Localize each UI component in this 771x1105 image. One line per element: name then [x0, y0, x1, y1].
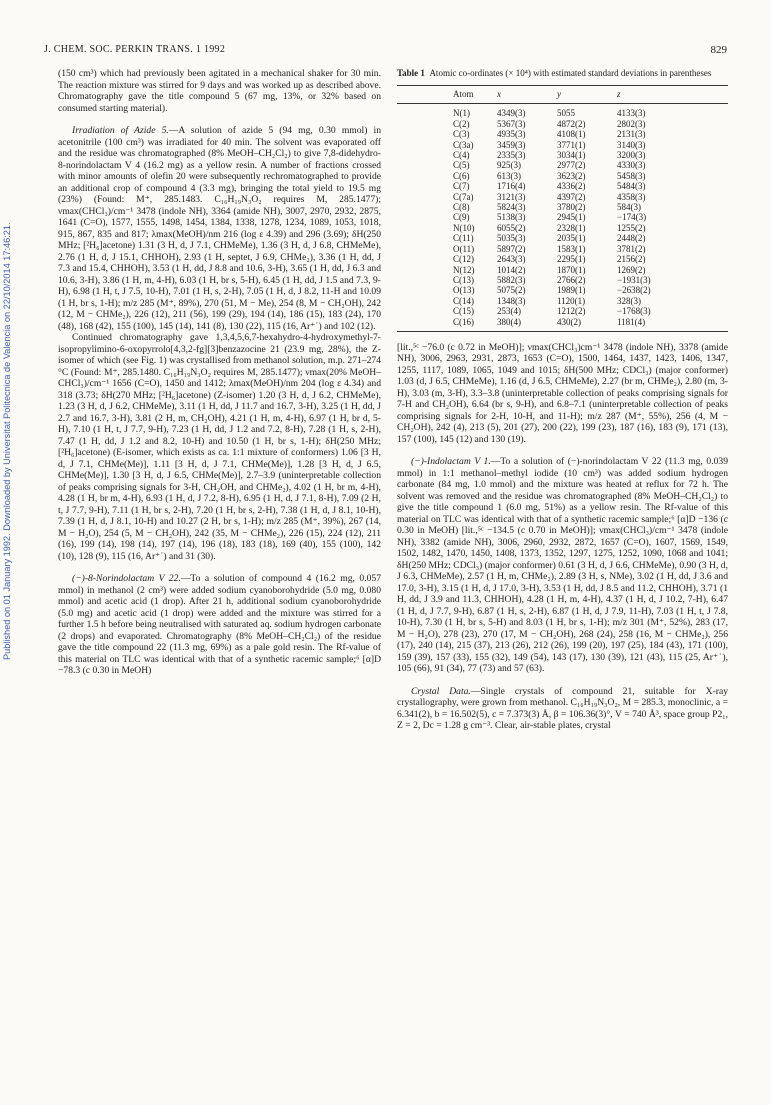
- z-cell: 4133(3): [617, 108, 646, 119]
- z-cell: 3140(3): [617, 139, 646, 150]
- table-row: [397, 160, 728, 170]
- table-row: [397, 104, 728, 119]
- y-cell: 3771(1): [557, 139, 586, 150]
- atom-cell: C(8): [453, 202, 470, 213]
- y-cell: 3034(1): [557, 150, 586, 161]
- table-row: [397, 119, 728, 129]
- x-cell: 613(3): [497, 170, 521, 181]
- paragraph: [58, 68, 381, 114]
- atom-cell: C(15): [453, 306, 474, 317]
- table-row: [397, 296, 728, 306]
- y-cell: 2035(1): [557, 233, 586, 244]
- z-cell: 1269(2): [617, 264, 646, 275]
- table-caption-text: Atomic co-ordinates (× 10⁴) with estimated standard deviations in parentheses: [429, 68, 712, 78]
- y-cell: 2766(2): [557, 274, 586, 285]
- table-row: [397, 265, 728, 275]
- y-cell: 3780(2): [557, 202, 586, 213]
- header-x: x: [497, 86, 557, 104]
- atom-cell: C(3a): [453, 139, 474, 150]
- atom-cell: C(16): [397, 317, 497, 332]
- running-header: [44, 44, 727, 58]
- y-cell: 2977(2): [557, 160, 586, 171]
- z-cell: 2156(2): [617, 254, 646, 265]
- y-cell: 430(2): [557, 317, 617, 332]
- paragraph: [397, 456, 728, 675]
- z-cell: 2802(3): [617, 118, 646, 129]
- left-column: [58, 68, 381, 677]
- z-cell: 2131(3): [617, 129, 646, 140]
- table-row: [397, 129, 728, 139]
- z-cell: −1768(3): [617, 306, 651, 317]
- paragraph-text: —To a solution of (−)-norindolactam V 22 (11.3 mg, 0.039 mmol) in 1:1 methanol–methyl iodide (10 cm³) was added sodium hydrogen carbonate (84 mg, 1.0 mmol) and the mixture was heated at reflux for 72 h. The solvent was removed and the residue was chromatographed (8% MeOH–CH₂Cl₂) to give the title compound 1 (6.0 mg, 51%) as a yellow resin. The Rf-value of this material on TLC was identical with that of a synthetic racemic sample;⁶ [α]D −136 (c 0.30 in MeOH) [lit.,⁵ᶜ −134.5 (c 0.70 in MeOH)]; νmax(CHCl₃)/cm⁻¹ 3478 (indole NH), 3382 (amide NH), 3006, 2960, 2932, 2872, 1657 (C=O), 1607, 1569, 1549, 1502, 1482, 1470, 1450, 1408, 1373, 1352, 1297, 1275, 1252, 1090, 1068 and 1041; δH(250 MHz; CDCl₃) (major conformer) 0.61 (3 H, d, J 6.6, CHMeMe), 0.90 (3 H, d, J 6.3, CHMeMe), 2.57 (1 H, m, CHMe₂), 2.89 (3 H, s, NMe), 3.02 (1 H, dd, J 3.6 and 17.0, 3-H), 3.15 (1 H, d, J 17.0, 3-H), 3.53 (1 H, dd, J 8.5 and 11.2, CHHOH), 3.71 (1 H, dd, J 3.9 and 11.3, CHHOH), 4.28 (1 H, m, 4-H), 4.37 (1 H, d, J 10.2, 7-H), 6.47 (1 H, d, J 7.7, 9-H), 6.87 (1 H, s, 2-H), 6.87 (1 H, d, J 7.9, 11-H), 7.03 (1 H, t, J 7.8, 10-H), 7.30 (1 H, br s, 5-H) and 8.03 (1 H, br s, 1-H); m/z 301 (M⁺, 52%), 283 (17, M − H₂O), 278 (23), 270 (17, M − CH₂OH), 268 (24), 258 (16, M − CHMe₂), 256 (17), 240 (14), 215 (37), 213 (26), 212 (26), 199 (20), 197 (25), 184 (43), 171 (100), 159 (39), 157 (33), 155 (32), 149 (54), 143 (17), 130 (39), 121 (43), 115 (25, Ar⁺˙), 105 (66), 91 (34), 77 (73) and 57 (63).: [397, 456, 728, 675]
- z-cell: 3200(3): [617, 150, 646, 161]
- x-cell: 2335(3): [497, 150, 526, 161]
- header-z: z: [617, 86, 728, 104]
- atom-cell: N(12): [453, 264, 475, 275]
- atom-cell: C(2): [453, 118, 470, 129]
- paragraph-text: [lit.,⁵ᶜ −76.0 (c 0.72 in MeOH)]; νmax(CHCl₃)cm⁻¹ 3478 (indole NH), 3378 (amide NH), 3006, 2963, 2931, 2873, 1653 (C=O), 1500, 1464, 1437, 1423, 1406, 1347, 1255, 1117, 1089, 1065, 1049 and 1015; δH(500 MHz; CDCl₃) (major conformer) 1.03 (d, J 6.5, CHMeMe), 1.16 (d, J 6.5, CHMeMe), 2.27 (br m, CHMe₂), 2.80 (m, 3-H), 3.03 (m, 3-H), 3.3–3.8 (uninterpretable collection of peaks comprising signals for 7-H and CH₂OH), 6.64 (br s, 9-H), and 6.8–7.1 (uninterpretable collection of peaks comprising signals for 2-H, 10-H, and 11-H); m/z 287 (M⁺, 55%), 256 (4, M − CH₂OH), 242 (4), 213 (5), 201 (27), 200 (22), 199 (23), 187 (16), 183 (9), 171 (13), 157 (100), 145 (12) and 130 (19).: [397, 341, 728, 445]
- atom-cell: C(3): [453, 129, 470, 140]
- atomic-coordinates-table: [397, 68, 728, 332]
- table-label: Table 1: [397, 68, 425, 78]
- y-cell: 4108(1): [557, 129, 586, 140]
- z-cell: 584(3): [617, 202, 641, 213]
- y-cell: 5055: [557, 108, 575, 119]
- atom-cell: C(5): [453, 160, 470, 171]
- paragraph-text: —To a solution of compound 4 (16.2 mg, 0.057 mmol) in methanol (2 cm³) were added sodium cyanoborohydride (5.0 mg, 0.080 mmol) and acetic acid (1 drop). After 21 h, additional sodium cyanoborohydride (5.0 mg) and acetic acid (1 drop) were added and the mixture was stirred for a further 1.5 h before being neutralised with saturated aq. sodium hydrogen carbonate (2 drops) and evaporated. Chromatography (8% MeOH–CH₂Cl₂) of the residue gave the title compound 22 (11.3 mg, 69%) as a pale gold resin. The Rf-value of this material on TLC was identical with that of a synthetic racemic sample;⁶ [α]D −78.3 (c 0.30 in MeOH): [58, 573, 381, 676]
- z-cell: 3781(2): [617, 243, 646, 254]
- paragraph: [58, 125, 381, 332]
- journal-title: J. CHEM. SOC. PERKIN TRANS. 1 1992: [44, 44, 226, 55]
- y-cell: 2945(1): [557, 212, 586, 223]
- atom-cell: C(4): [453, 150, 470, 161]
- table-row: [397, 212, 728, 222]
- x-cell: 4935(3): [497, 129, 526, 140]
- x-cell: 4349(3): [497, 108, 526, 119]
- atom-cell: C(13): [453, 274, 474, 285]
- table-row: [397, 233, 728, 243]
- y-cell: 3623(2): [557, 170, 586, 181]
- x-cell: 5367(3): [497, 118, 526, 129]
- atom-cell: O(11): [453, 243, 475, 254]
- coordinates-table: [397, 85, 728, 332]
- y-cell: 1212(2): [557, 306, 586, 317]
- table-row: [397, 317, 728, 332]
- table-row: [397, 244, 728, 254]
- atom-cell: C(9): [453, 212, 470, 223]
- y-cell: 2328(1): [557, 222, 586, 233]
- paragraph-text: —A solution of azide 5 (94 mg, 0.30 mmol) in acetonitrile (100 cm³) was irradiated for 40 min. The solvent was evaporated off and the residue was chromatographed (8% MeOH–CH₂Cl₂) to give 7,8-didehydro-8-norindolactam V 4 (16.2 mg) as a yellow resin. A number of fractions crossed with minor amounts of olefin 20 were subsequently rechromatographed to provide an additional crop of compound 4 (3.3 mg), bringing the total yield to 19.5 mg (23%) (Found: M⁺, 285.1483. C₁₆H₁₉N₃O₂ requires M, 285.1477); νmax(CHCl₃)/cm⁻¹ 3478 (indole NH), 3364 (amide NH), 3007, 2970, 2932, 2875, 1641 (C=O), 1577, 1555, 1498, 1454, 1384, 1338, 1278, 1234, 1089, 1053, 1018, 915, 867, 835 and 817; λmax(MeOH)/nm 216 (log ε 4.39) and 296 (3.69); δH(250 MHz; [²H₆]acetone) 1.31 (3 H, d, J 7.1, CHMeMe), 1.36 (3 H, d, J 6.8, CHMeMe), 2.76 (1 H, d, J 15.1, CHHOH), 2.93 (1 H, septet, J 6.9, CHMe₂), 3.36 (1 H, dd, J 7.3 and 15.4, CHHOH), 3.53 (1 H, dd, J 8.8 and 10.6, 3-H), 3.65 (1 H, dd, J 6.3 and 10.6, 3-H), 3.86 (1 H, m, 4-H), 6.03 (1 H, br s, 5-H), 6.45 (1 H, dd, J 1.5 and 7.3, 9-H), 6.98 (1 H, t, J 7.5, 10-H), 7.01 (1 H, s, 2-H), 7.05 (1 H, d, J 8.2, 11-H and 10.09 (1 H, br s, 1-H); m/z 285 (M⁺, 89%), 270 (51, M − Me), 254 (8, M − CH₂OH), 242 (12, M − CHMe₂), 226 (12), 211 (56), 199 (29), 194 (14), 186 (15), 183 (24), 170 (48), 168 (42), 155 (100), 145 (14), 141 (8), 130 (22), 115 (16, Ar⁺˙) and 102 (12).: [58, 125, 381, 332]
- table-header-row: [397, 86, 728, 104]
- z-cell: 1255(2): [617, 222, 646, 233]
- paragraph: [58, 573, 381, 677]
- z-cell: 4330(3): [617, 160, 646, 171]
- z-cell: 4358(3): [617, 191, 646, 202]
- z-cell: −1931(3): [617, 274, 651, 285]
- atom-cell: C(7): [453, 181, 470, 192]
- right-column: [397, 68, 728, 732]
- x-cell: 3121(3): [497, 191, 526, 202]
- z-cell: 5458(3): [617, 170, 646, 181]
- atom-cell: C(7a): [453, 191, 474, 202]
- z-cell: 328(3): [617, 295, 641, 306]
- atom-cell: C(6): [453, 170, 470, 181]
- atom-cell: N(10): [453, 222, 475, 233]
- paragraph-heading: (−)-Indolactam V 1.: [411, 456, 491, 468]
- x-cell: 5882(3): [497, 274, 526, 285]
- x-cell: 2643(3): [497, 254, 526, 265]
- header-y: y: [557, 86, 617, 104]
- x-cell: 5897(2): [497, 243, 526, 254]
- y-cell: 1583(1): [557, 243, 586, 254]
- table-row: [397, 275, 728, 285]
- x-cell: 3459(3): [497, 139, 526, 150]
- y-cell: 1989(1): [557, 285, 586, 296]
- x-cell: 1014(2): [497, 264, 526, 275]
- x-cell: 5035(3): [497, 233, 526, 244]
- x-cell: 380(4): [497, 317, 557, 332]
- x-cell: 253(4): [497, 306, 521, 317]
- download-watermark-link[interactable]: Published on 01 January 1992. Downloaded by Universitat Politecnica de Valencia on 22/10/2014 17:46:21.: [2, 222, 12, 660]
- paragraph-text: —Single crystals of compound 21, suitable for X-ray crystallography, were grown from methanol. C₁₆H₁₉N₃O₂, M = 285.3, monoclinic, a = 6.341(2), b = 16.502(5), c = 7.373(3) Å, β = 106.36(3)°, V = 740 Å³, space group P2₁, Z = 2, Dc = 1.28 g cm⁻³. Clear, air-stable plates, crystal: [397, 685, 728, 732]
- paragraph-text: Continued chromatography gave 1,3,4,5,6,7-hexahydro-4-hydroxymethyl-7-isopropylimino-6-oxopyrrolo[4,3,2-fg][3]benzazocine 21 (23.9 mg, 28%), the Z-isomer of which (see Fig. 1) was crystallised from methanol solution, m.p. 271–274 °C (Found: M⁺, 285.1480. C₁₆H₁₉N₃O₂ requires M, 285.1477); νmax(20% MeOH–CHCl₃)/cm⁻¹ 1656 (C=O), 1450 and 1412; λmax(MeOH)/nm 204 (log ε 4.34) and 318 (3.73; δH(270 MHz; [²H₆]acetone) (Z-isomer) 1.20 (3 H, d, J 6.2, CHMeMe), 1.23 (3 H, d, J 6.2, CHMeMe), 3.11 (1 H, dd, J 11.7 and 16.7, 3-H), 3.25 (1 H, dd, J 2.7 and 16.7, 3-H), 3.81 (2 H, m, CH₂OH), 4.21 (1 H, m, 4-H), 6.97 (1 H, br d, 5-H), 7.10 (1 H, t, J 7.7, 9-H), 7.23 (1 H, dd, J 1.2 and 7.2, 8-H), 7.28 (1 H, s, 2-H), 7.47 (1 H, dd, J 1.2 and 8.2, 10-H) and 10.50 (1 H, br s, 1-H); δH(250 MHz; [²H₆]acetone) (E-isomer, which exists as ca. 1:1 mixture of conformers) 1.06 [3 H, d, J 7.1, CHMe(Me)], 1.11 [3 H, d, J 7.1, CHMe(Me)], 1.28 [3 H, d, J 6.5, CHMe(Me)], 1.30 [3 H, d, J 6.5, CHMe(Me)], 2.7–3.9 (uninterpretable collection of peaks comprising signals for 3-H, CH₂OH, and CHMe₂), 4.02 (1 H, br m, 4-H), 4.28 (1 H, br m, 4-H), 6.93 (1 H, d, J 7.2, 8-H), 6.95 (1 H, d, J 7.1, 8-H), 7.09 (2 H, t, J 7.7, 9-H), 7.11 (1 H, br s, 2-H), 7.20 (1 H, br s, 2-H), 7.38 (1 H, d, J 8.1, 10-H), 7.39 (1 H, d, J 8.1, 10-H) and 10.27 (2 H, br s, 1-H); m/z 285 (M⁺, 39%), 267 (14, M − H₂O), 254 (5, M − CH₂OH), 242 (35, M − CHMe₂), 226 (15), 224 (12), 211 (16), 199 (14), 198 (14), 197 (14), 196 (18), 183 (18), 169 (40), 155 (100), 142 (10), 128 (9), 115 (16, Ar⁺˙) and 31 (30).: [58, 332, 381, 562]
- x-cell: 6055(2): [497, 222, 526, 233]
- y-cell: 2295(1): [557, 254, 586, 265]
- y-cell: 1870(1): [557, 264, 586, 275]
- atom-cell: C(11): [453, 233, 474, 244]
- header-atom: Atom: [397, 86, 497, 104]
- atom-cell: C(14): [453, 295, 474, 306]
- table-row: [397, 285, 728, 295]
- paragraph-text: (150 cm³) which had previously been agitated in a mechanical shaker for 30 min. The reaction mixture was stirred for 9 days and was worked up as described above. Chromatography gave the title compound 5 (67 mg, 13%, or 32% based on consumed starting material).: [58, 68, 381, 114]
- table-row: [397, 140, 728, 150]
- x-cell: 1716(4): [497, 181, 526, 192]
- x-cell: 5138(3): [497, 212, 526, 223]
- x-cell: 925(3): [497, 160, 521, 171]
- right-column-text: [397, 342, 728, 732]
- table-row: [397, 181, 728, 191]
- y-cell: 1120(1): [557, 295, 586, 306]
- z-cell: 2448(2): [617, 233, 646, 244]
- paragraph: [58, 332, 381, 562]
- table-body: [397, 104, 728, 332]
- atom-cell: N(1): [453, 108, 470, 119]
- x-cell: 5824(3): [497, 202, 526, 213]
- table-row: [397, 202, 728, 212]
- x-cell: 1348(3): [497, 295, 526, 306]
- paragraph-heading: Irradiation of Azide 5.: [72, 125, 169, 136]
- paragraph-heading: Crystal Data.: [411, 685, 471, 697]
- z-cell: 5484(3): [617, 181, 646, 192]
- atom-cell: O(13): [453, 285, 475, 296]
- atom-cell: C(12): [453, 254, 474, 265]
- table-row: [397, 223, 728, 233]
- table-row: [397, 254, 728, 264]
- table-row: [397, 171, 728, 181]
- z-cell: −2638(2): [617, 285, 651, 296]
- z-cell: −174(3): [617, 212, 647, 223]
- y-cell: 4872(2): [557, 118, 586, 129]
- x-cell: 5075(2): [497, 285, 526, 296]
- table-caption: [397, 68, 728, 79]
- table-row: [397, 306, 728, 316]
- page-number: 829: [710, 44, 727, 56]
- paragraph-heading: (−)-8-Norindolactam V 22.: [72, 573, 181, 584]
- z-cell: 1181(4): [617, 317, 728, 332]
- table-row: [397, 150, 728, 160]
- y-cell: 4336(2): [557, 181, 586, 192]
- table-row: [397, 192, 728, 202]
- paragraph: [397, 686, 728, 732]
- y-cell: 4397(2): [557, 191, 586, 202]
- paragraph: [397, 342, 728, 446]
